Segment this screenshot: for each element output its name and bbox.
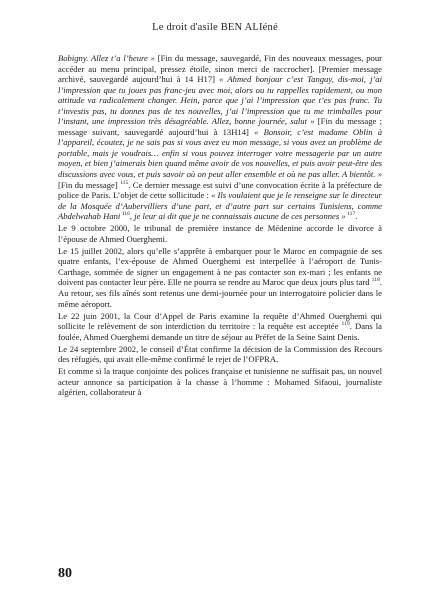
text-segment: Le 24 septembre 2002, le conseil d’État confirme la décision de la Commission des Recours des réfugiés, qui avait elle-même confirmé le rejet de l’OFPRA. xyxy=(58,343,382,365)
page-number: 80 xyxy=(58,566,72,581)
text-segment: [Fin du message ; message suivant, sauvegardé aujourd’hui à 13H14] xyxy=(58,116,382,137)
paragraph xyxy=(58,344,382,365)
text-segment: Le 9 octobre 2000, le tribunal de première instance de Médenine accorde le divorce à l’épouse de Ahmed Ouerghemi. xyxy=(58,223,382,244)
footnote-ref: 115 xyxy=(120,179,129,186)
text-segment: . Ce dernier message est suivi d’une convocation écrite à la préfecture de police de Paris. L’objet de cette sollicitude : xyxy=(58,179,382,201)
paragraph xyxy=(58,366,382,398)
footnote-ref: 116 xyxy=(120,211,130,218)
quote-text: Bobigny. Allez t’a l’heure » xyxy=(58,53,155,63)
text-segment: . Au retour, ses fils aînés sont retenus une demi-journée pour un interrogatoire policier dans le même aéroport. xyxy=(58,277,382,309)
quote-text: , je leur ai dit que je ne connaissais aucune de ces personnes » xyxy=(129,211,346,222)
text-segment: Le 15 juillet 2002, alors qu’elle s’apprête à embarquer pour le Maroc en compagnie de ses quatre enfants, l’ex-épouse de Ahmed Ouerghemi est interpellée à l’aéroport de Tunis-Carthage, sommée de signer un engagement à ne pas contacter son ex-mari ; les enfants ne doivent pas contacter leur père. Elle ne pourra se rendre au Maroc que deux jours plus tard xyxy=(58,245,382,288)
running-head: Le droit d'asile BEN ALIéné xyxy=(152,22,278,33)
text-segment: . xyxy=(355,211,358,222)
quote-text: « Ahmed bonjour c’est Tanguy, dis-moi, j’ai l’impression que tu joues pas franc-jeu avec moi, alors ou tu rappelles rapidement, ou mon attitude va radicalement changer. Hein, parce que j’ai l’impression que t’es pas franc. Tu t’investis pas, tu donnes pas de tes nouvelles, j’ai l’impression que tu me trimballes pour l’instant, une impression très désagréable. Allez, bonne journée, salut » xyxy=(58,74,382,127)
paragraph xyxy=(58,246,382,309)
footnote-ref: 118 xyxy=(371,277,380,284)
quote-text: « Ils voulaient que je le renseigne sur le directeur de la Mosquée d’Aubervilliers d’une part, et d’autre part sur certains Tunisiens, comme Abdelwahab Hani xyxy=(58,190,382,222)
text-segment: [Fin du message] xyxy=(58,179,121,190)
footnote-ref: 119 xyxy=(341,321,350,328)
body-text xyxy=(58,53,382,398)
quote-text: « Bonsoir, c’est madame Oblin à l’appareil, écoutez, je ne sais pas si vous avez eu mon message, si vous avez un problème de portable, mais je voudrais… enfin si vous pouvez interroger votre messagerie par un autre moyen, et bien j’aimerais bien quand même avoir de vos nouvelles, et puis avoir peut-être des discussions avec vous, et puis savoir où on peut aller ensemble et où ne pas aller. A bientôt. » xyxy=(58,126,382,180)
text-segment: . Dans la foulée, Ahmed Ouerghemi demande un titre de séjour au Préfet de la Seine Saint Denis. xyxy=(58,321,382,342)
paragraph xyxy=(58,223,382,244)
text-segment: Et comme si la traque conjointe des polices française et tunisienne ne suffisait pas, un nouvel acteur annonce sa participation à la chasse à l’homme : Mohamed Sifaoui, journaliste algérien, collaborateur à xyxy=(58,366,382,398)
footnote-ref: 117 xyxy=(345,211,356,218)
text-segment: Le 22 juin 2001, la Cour d’Appel de Paris examine la requête d’Ahmed Ouerghemi qui sollicite le relèvement de son interdiction du territoire : la requête est acceptée xyxy=(58,310,382,332)
paragraph xyxy=(58,311,382,343)
text-segment: [Fin du message, sauvegardé, Fin des nouveaux messages, pour accéder au menu principal, pressez étoile, sinon merci de raccrocher]. [Premier message archivé, sauvegardé aujourd’hui à 14 H17] xyxy=(58,53,382,85)
paragraph xyxy=(58,53,382,222)
